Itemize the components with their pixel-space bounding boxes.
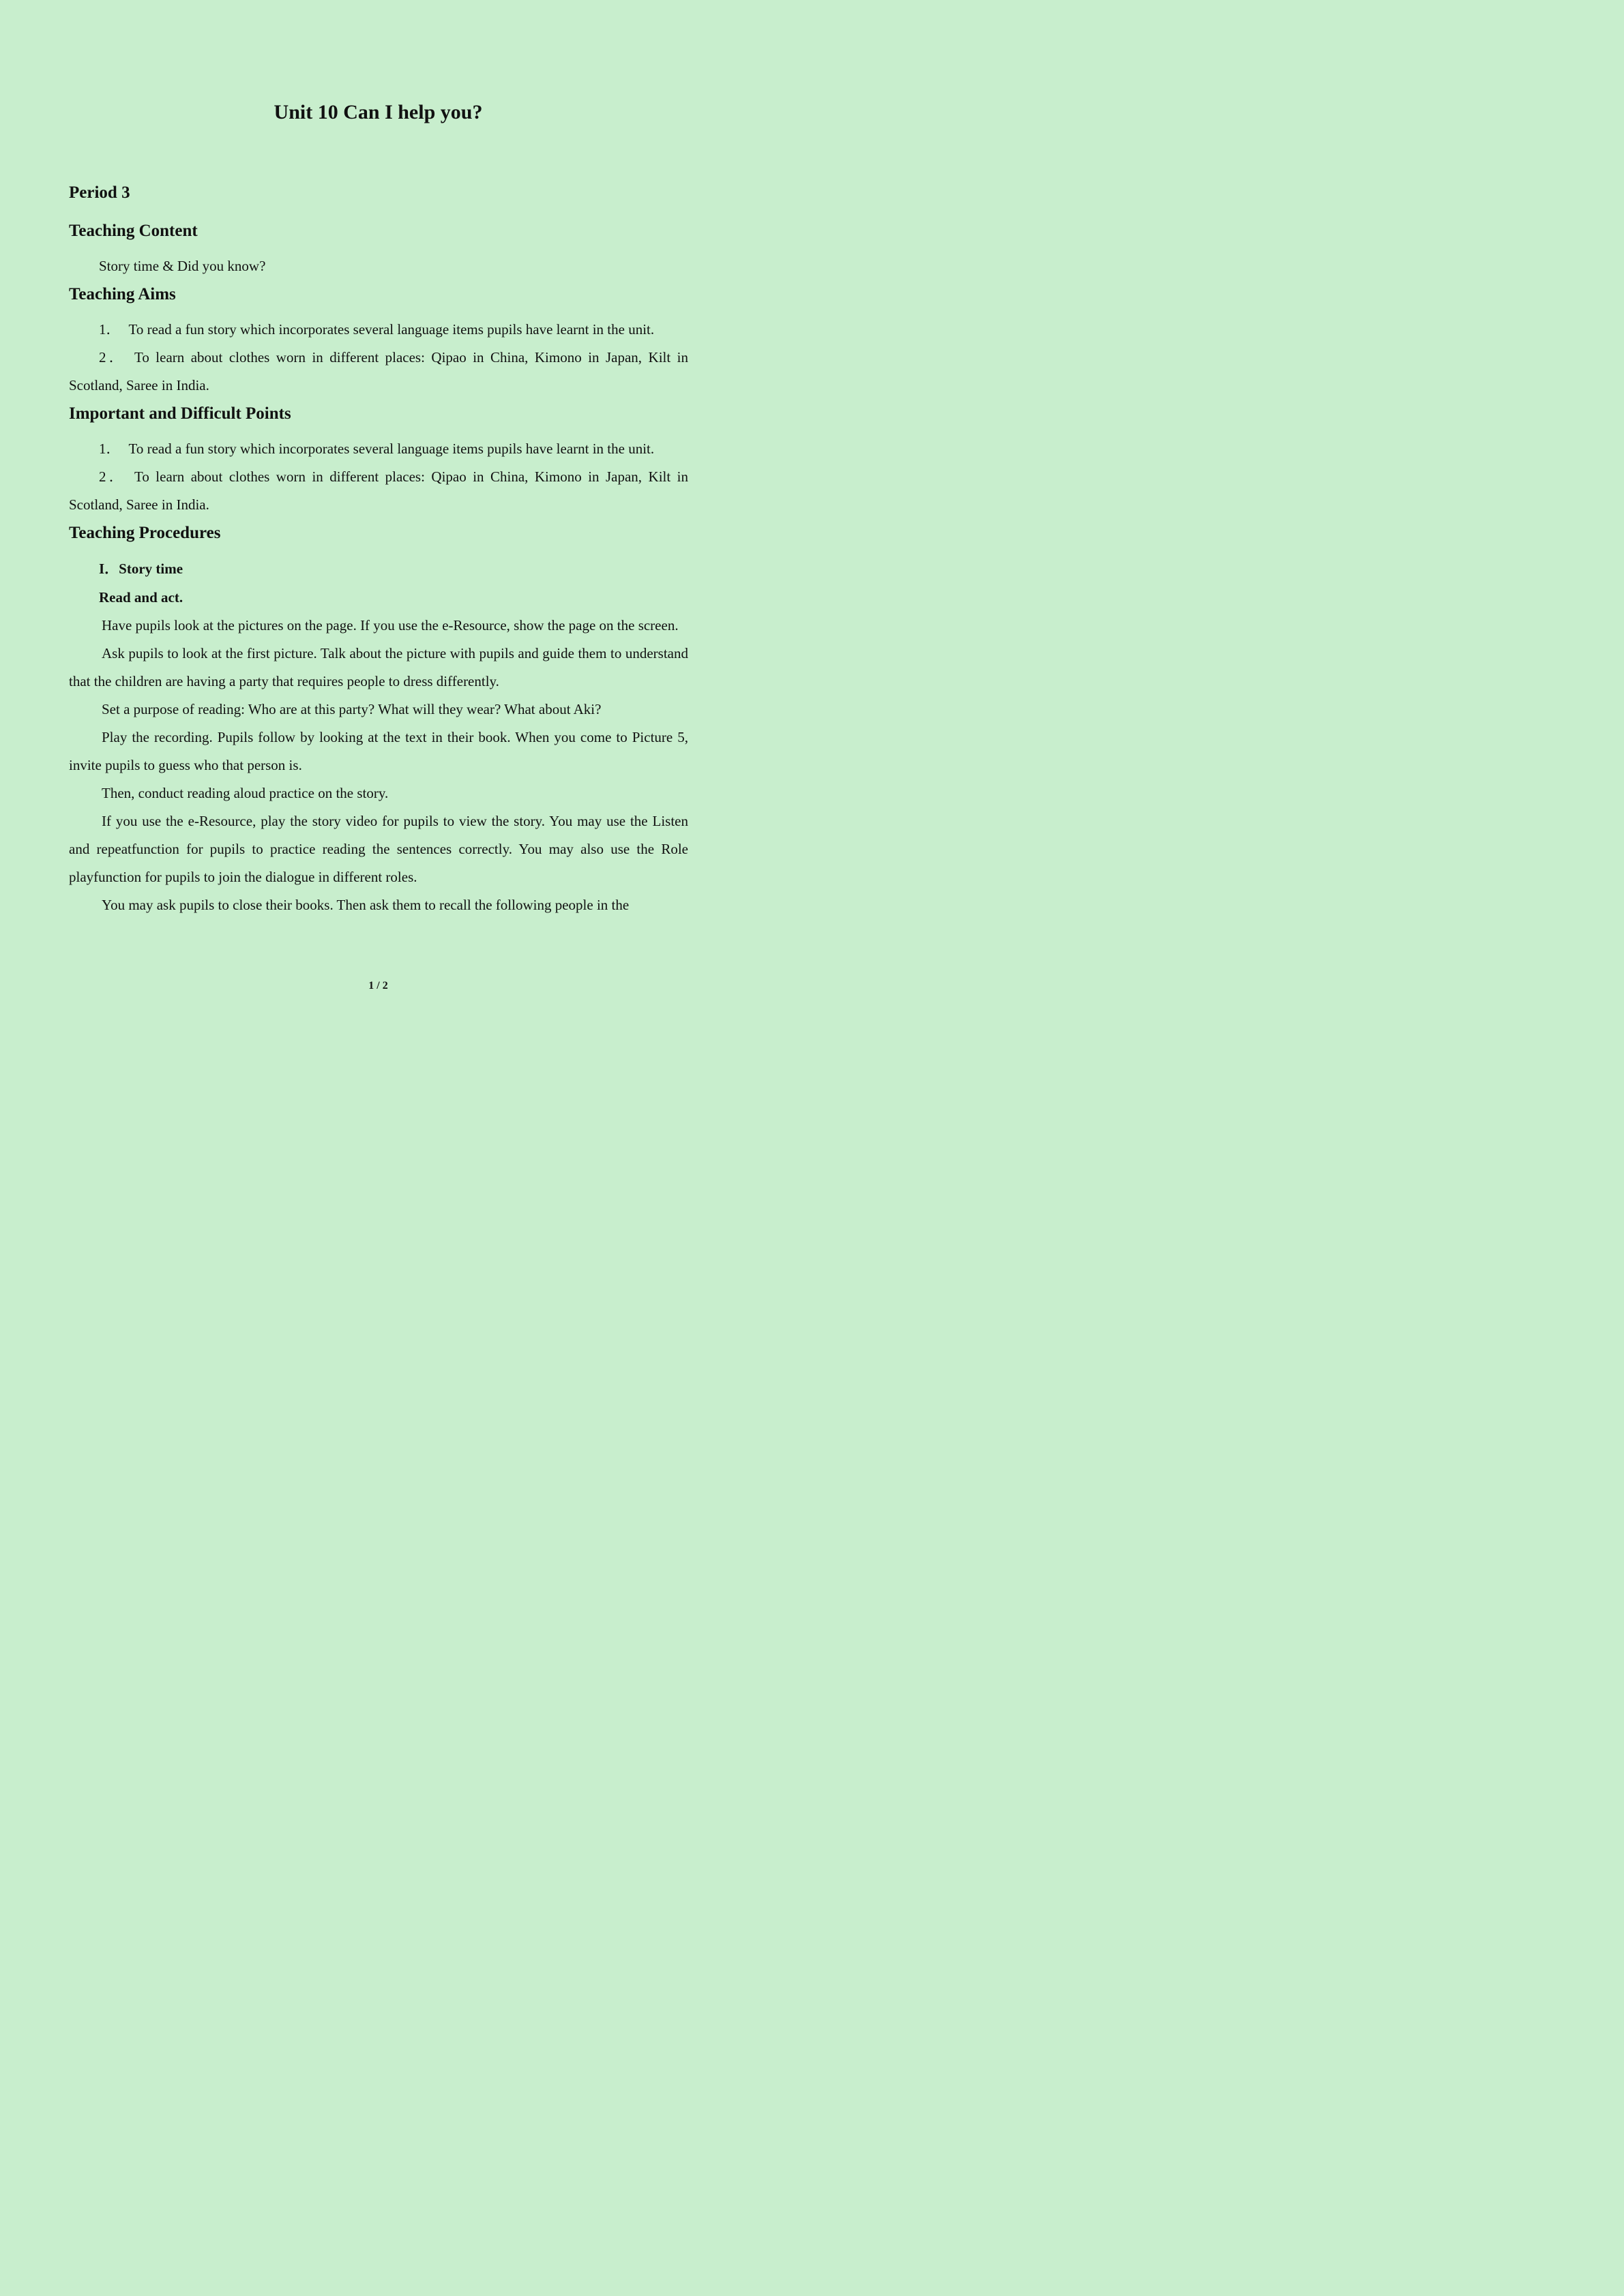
procedure-item: You may ask pupils to close their books. Then ask them to recall the following people in the	[102, 897, 630, 913]
document-body	[69, 179, 688, 919]
aim-item: 1． To read a fun story which incorporates several language items pupils have learnt in the unit.	[99, 321, 655, 338]
teaching-aims-heading: Teaching Aims	[69, 285, 176, 303]
procedure-item: Ask pupils to look at the first picture. Talk about the picture with pupils and guide them to understand that the children are having a party that requires people to dress differently.	[69, 645, 688, 689]
procedure-item: Have pupils look at the pictures on the page. If you use the e-Resource, show the page on the screen.	[102, 617, 679, 633]
teaching-content-text: Story time & Did you know?	[99, 258, 266, 274]
points-heading: Important and Difficult Points	[69, 404, 291, 423]
period-heading: Period 3	[69, 183, 130, 202]
document-page	[0, 0, 756, 1069]
point-item: 1． To read a fun story which incorporates several language items pupils have learnt in the unit.	[99, 441, 655, 457]
sub-heading: Read and act.	[99, 589, 183, 606]
teaching-content-heading: Teaching Content	[69, 222, 198, 240]
procedure-item: Set a purpose of reading: Who are at this party? What will they wear? What about Aki?	[102, 701, 602, 717]
page-number: 1 / 2	[368, 980, 388, 992]
procedure-item: If you use the e-Resource, play the story video for pupils to view the story. You may use the Listen and repeatfunction for pupils to practice reading the sentences correctly. You may also use the Role playfunction for pupils to join the dialogue in different roles.	[69, 813, 688, 885]
procedure-item: Then, conduct reading aloud practice on the story.	[102, 785, 389, 801]
procedure-item: Play the recording. Pupils follow by looking at the text in their book. When you come to Picture 5, invite pupils to guess who that person is.	[69, 729, 688, 773]
aim-item: 2． To learn about clothes worn in different places: Qipao in China, Kimono in Japan, Kilt in Scotland, Saree in India.	[69, 349, 689, 393]
procedures-heading: Teaching Procedures	[69, 524, 221, 542]
document-title: Unit 10 Can I help you?	[274, 101, 483, 123]
step-heading: I．Story time	[99, 561, 183, 577]
point-item: 2． To learn about clothes worn in different places: Qipao in China, Kimono in Japan, Kilt in Scotland, Saree in India.	[69, 468, 689, 513]
